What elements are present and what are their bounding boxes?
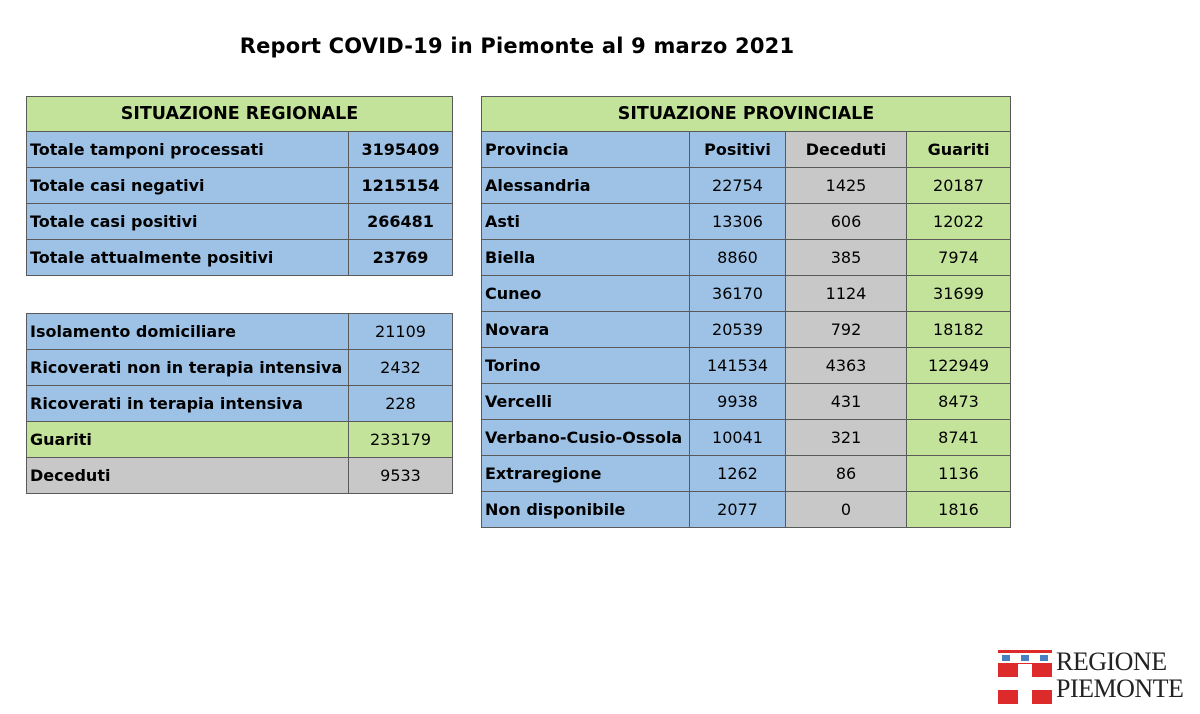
column-header-provincia: Provincia [482,132,690,168]
province-name: Biella [482,240,690,276]
province-positivi: 13306 [690,204,786,240]
regional-header: SITUAZIONE REGIONALE [27,97,453,132]
regional-detail-label: Ricoverati in terapia intensiva [27,386,349,422]
province-row [482,312,1011,348]
regional-detail-value: 2432 [349,350,453,386]
province-deceduti: 1425 [786,168,907,204]
province-guariti: 8741 [907,420,1011,456]
piemonte-cross-icon [998,650,1052,704]
province-positivi: 8860 [690,240,786,276]
regional-total-label: Totale casi positivi [27,204,349,240]
logo-text [1056,648,1183,702]
province-deceduti: 1124 [786,276,907,312]
province-positivi: 10041 [690,420,786,456]
regional-detail-label: Isolamento domiciliare [27,314,349,350]
provincial-table [481,96,1011,528]
province-name: Extraregione [482,456,690,492]
province-row [482,420,1011,456]
province-name: Torino [482,348,690,384]
province-guariti: 31699 [907,276,1011,312]
regional-total-label: Totale attualmente positivi [27,240,349,276]
province-positivi: 36170 [690,276,786,312]
province-row [482,204,1011,240]
province-deceduti: 431 [786,384,907,420]
regione-piemonte-logo [998,648,1188,708]
province-guariti: 1816 [907,492,1011,528]
province-row [482,240,1011,276]
province-deceduti: 4363 [786,348,907,384]
regional-total-row [27,132,453,168]
province-row [482,348,1011,384]
province-name: Vercelli [482,384,690,420]
province-row [482,456,1011,492]
province-positivi: 1262 [690,456,786,492]
regional-total-label: Totale tamponi processati [27,132,349,168]
province-positivi: 141534 [690,348,786,384]
regional-detail-row [27,386,453,422]
province-row [482,492,1011,528]
province-name: Non disponibile [482,492,690,528]
province-guariti: 8473 [907,384,1011,420]
province-deceduti: 0 [786,492,907,528]
provincial-column-headers [482,132,1011,168]
province-guariti: 20187 [907,168,1011,204]
province-row [482,276,1011,312]
province-deceduti: 385 [786,240,907,276]
province-deceduti: 86 [786,456,907,492]
province-guariti: 12022 [907,204,1011,240]
province-guariti: 18182 [907,312,1011,348]
province-positivi: 9938 [690,384,786,420]
regional-total-value: 3195409 [349,132,453,168]
regional-detail-value: 21109 [349,314,453,350]
provincial-header: SITUAZIONE PROVINCIALE [482,97,1011,132]
regional-total-value: 23769 [349,240,453,276]
province-row [482,168,1011,204]
regional-detail-row [27,314,453,350]
province-name: Cuneo [482,276,690,312]
province-name: Novara [482,312,690,348]
regional-totals-table [26,96,453,276]
report-title: Report COVID-19 in Piemonte al 9 marzo 2021 [239,34,795,58]
province-guariti: 7974 [907,240,1011,276]
province-name: Asti [482,204,690,240]
regional-total-row [27,240,453,276]
regional-detail-row [27,350,453,386]
regional-detail-value: 9533 [349,458,453,494]
column-header-guariti: Guariti [907,132,1011,168]
province-name: Verbano-Cusio-Ossola [482,420,690,456]
regional-total-value: 266481 [349,204,453,240]
regional-total-row [27,168,453,204]
regional-detail-label: Guariti [27,422,349,458]
province-row [482,384,1011,420]
logo-line-1: REGIONE [1056,647,1167,676]
province-guariti: 122949 [907,348,1011,384]
province-positivi: 22754 [690,168,786,204]
province-positivi: 20539 [690,312,786,348]
regional-detail-value: 233179 [349,422,453,458]
regional-detail-row [27,422,453,458]
regional-total-value: 1215154 [349,168,453,204]
province-guariti: 1136 [907,456,1011,492]
regional-detail-row [27,458,453,494]
province-deceduti: 792 [786,312,907,348]
regional-detail-value: 228 [349,386,453,422]
province-deceduti: 321 [786,420,907,456]
regional-total-row [27,204,453,240]
regional-total-label: Totale casi negativi [27,168,349,204]
column-header-deceduti: Deceduti [786,132,907,168]
province-positivi: 2077 [690,492,786,528]
column-header-positivi: Positivi [690,132,786,168]
regional-detail-label: Deceduti [27,458,349,494]
province-name: Alessandria [482,168,690,204]
logo-line-2: PIEMONTE [1056,674,1184,703]
province-deceduti: 606 [786,204,907,240]
regional-details-table [26,313,453,494]
regional-detail-label: Ricoverati non in terapia intensiva [27,350,349,386]
